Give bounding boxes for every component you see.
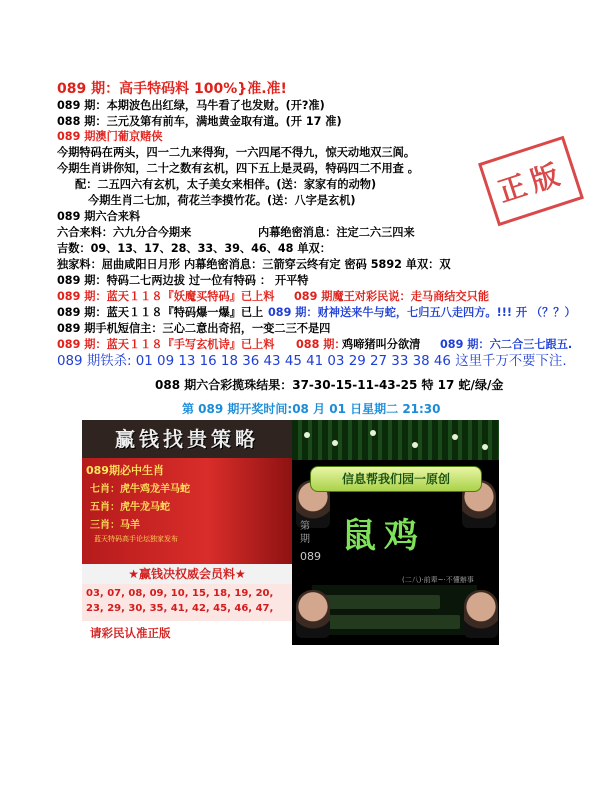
text-line: 089 期：蓝天１１８『手写玄机诗』已上料 xyxy=(57,338,275,351)
number-row: 23, 29, 30, 35, 41, 42, 45, 46, 47, xyxy=(86,603,274,614)
flower-icon xyxy=(452,434,458,440)
flower-icon xyxy=(370,430,376,436)
promo-card-left xyxy=(82,420,292,645)
section-heading: 089 期六合来料 xyxy=(57,210,141,223)
promo-card-right xyxy=(292,420,499,645)
five-zodiac: 五肖：虎牛龙马蛇 xyxy=(90,502,170,513)
blurred-line xyxy=(320,615,460,629)
text-line: 088 期： xyxy=(296,338,346,351)
issue-label: 第期 xyxy=(300,521,310,545)
text-line: 配：二五四六有玄机，太子美女来相伴。(送：家家有的动物) xyxy=(75,178,377,191)
footer-text: 请彩民认准正版 xyxy=(90,626,171,640)
three-zodiac: 三肖：马羊 xyxy=(90,520,140,531)
page-title: 089 期：高手特码料 100%}准.准! xyxy=(57,81,287,97)
signature-text: (二八)·前辈~·不懂辦事 xyxy=(402,576,474,584)
text-line: 089 期：财神送来牛与蛇，七归五八走四方。!!! 开 （？？） xyxy=(268,306,576,319)
text-line: 089 期：特码二七两边拔 过一位有特码 ： 开平特 xyxy=(57,274,309,287)
number-row: 03, 07, 08, 09, 10, 15, 18, 19, 20, xyxy=(86,588,274,599)
zodiac-title: 089期必中生肖 xyxy=(86,464,164,477)
authentic-stamp: 正版 xyxy=(478,136,584,227)
text-line: 今期生肖讲你知，二十之数有玄机，四下五上是灵码，特码四二不用查 。 xyxy=(57,162,419,175)
text-line: 089 期：六二合三七跟五. xyxy=(440,338,573,351)
flower-icon xyxy=(332,440,338,446)
card-note: 蓝天特码高手论坛独家发布 xyxy=(94,535,178,543)
text-line: 内幕绝密消息：注定二六三四来 xyxy=(258,226,415,239)
text-line: 088 期：三元及第有前车，满地黄金取有道。(开 17 准) xyxy=(57,115,342,128)
flower-icon xyxy=(482,444,488,450)
flower-icon xyxy=(412,442,418,448)
flower-icon xyxy=(304,432,310,438)
section-heading: 089 期澳门葡京赌侠 xyxy=(57,130,163,143)
text-line: 089 期：蓝天１１８『特码爆一爆』已上 xyxy=(57,306,264,319)
text-line: 六合来料：六九分合今期来 xyxy=(57,226,192,239)
card-heading: 赢钱找贵策略 xyxy=(82,420,292,458)
text-line: 今期生肖二七加，荷花兰李摸竹花。(送：八字是玄机) xyxy=(88,194,356,207)
text-line: 089 期：蓝天１１８『妖魔买特码』已上料 xyxy=(57,290,275,303)
card-footer xyxy=(82,621,292,645)
portrait-icon xyxy=(464,590,498,638)
text-line: 吉数：09、13、17、28、33、39、46、48 单双： xyxy=(57,242,331,255)
text-line: 鸡啼猪叫分欲清 xyxy=(342,338,421,351)
text-line: 089 期：本期波色出红绿，马牛看了也发财。(开?准) xyxy=(57,99,325,112)
draw-time: 第 089 期开奖时间:08 月 01 日星期二 21:30 xyxy=(182,402,441,416)
text-line: 今期特码在两头，四一二九来得狗，一六四尾不得九，惊天动地双三阆。 xyxy=(57,146,416,159)
blurred-line xyxy=(320,595,440,609)
text-line: 089 期魔王对彩民说：走马商结交只能 xyxy=(294,290,490,303)
card-banner: 信息帮我们园一原创 xyxy=(310,466,482,492)
issue-number: 089 xyxy=(300,550,321,563)
zodiac-panel xyxy=(82,458,292,564)
text-line: 独家料：屈曲咸阳日月形 内幕绝密消息：三箭穿云终有定 密码 5892 单双：双 xyxy=(57,258,451,271)
text-line: 089 期手机短信主：三心二意出奇招，一变二三不是四 xyxy=(57,322,331,335)
portrait-icon xyxy=(296,590,330,638)
seven-zodiac: 七肖：虎牛鸡龙羊马蛇 xyxy=(90,484,190,495)
decorative-band xyxy=(292,420,499,460)
iron-kill-line: 089 期铁杀: 01 09 13 16 18 36 43 45 41 03 29 27 33 38 46 这里千万不要下注. xyxy=(57,354,567,369)
draw-result: 088 期六合彩揽珠结果：37-30-15-11-43-25 特 17 蛇/绿/金 xyxy=(155,378,504,392)
vip-banner: ★赢钱决权威会员料★ xyxy=(82,564,292,584)
blurred-panel xyxy=(312,585,477,635)
zodiac-pick: 鼠鸡 xyxy=(342,516,426,556)
